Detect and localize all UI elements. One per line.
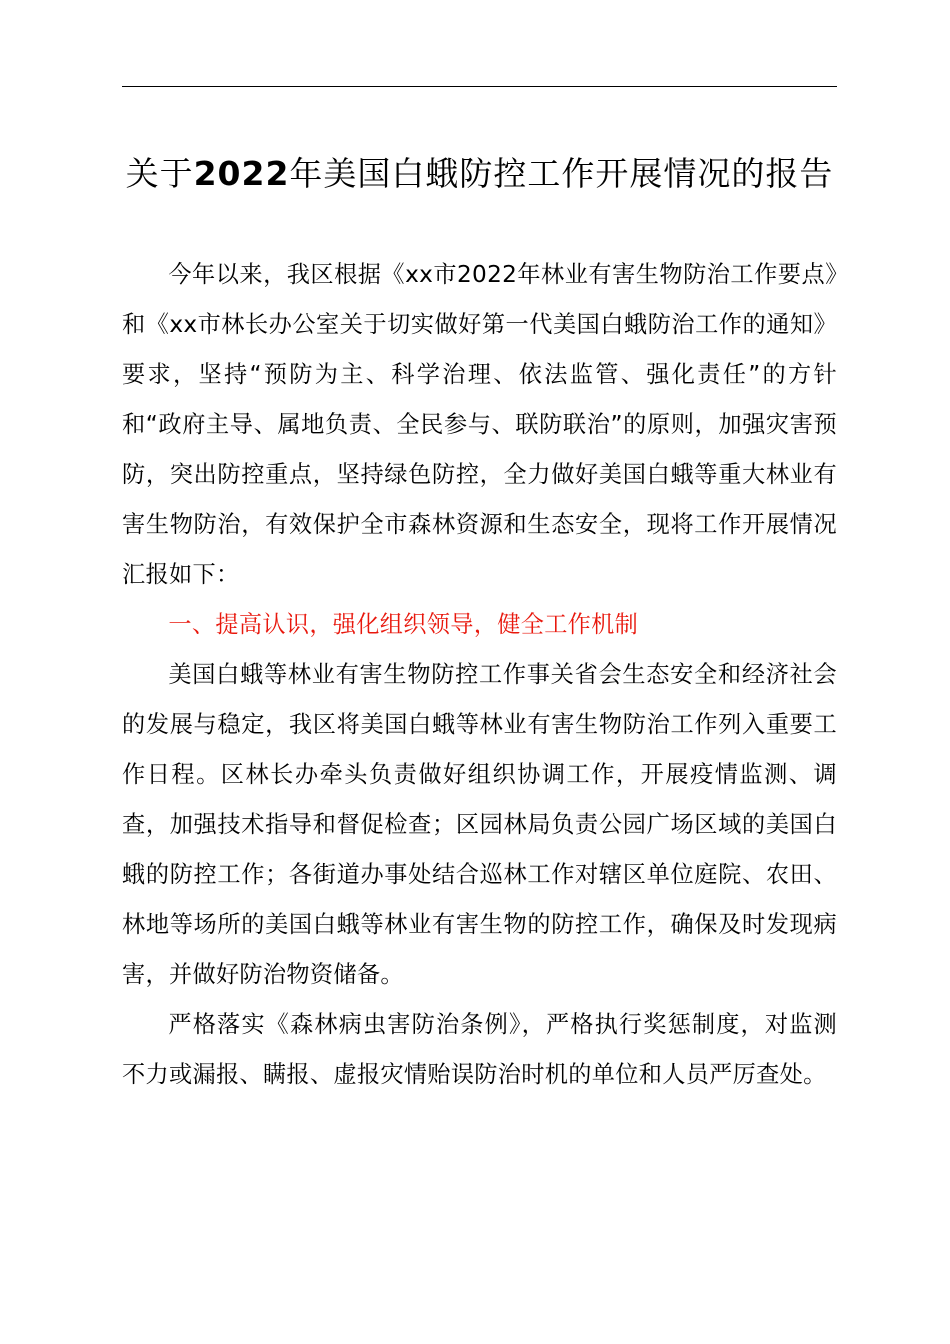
intro-paragraph: 今年以来，我区根据《xx市2022年林业有害生物防治工作要点》和《xx市林长办公室关于切实做好第一代美国白蛾防治工作的通知》要求，坚持“预防为主、科学治理、依法监管、强化责任”的方针和“政府主导、属地负责、全民参与、联防联治”的原则，加强灾害预防，突出防控重点，坚持绿色防控，全力做好美国白蛾等重大林业有害生物防治，有效保护全市森林资源和生态安全，现将工作开展情况汇报如下： [122,261,837,588]
document-body [122,250,837,1100]
title-suffix: 年美国白蛾防控工作开展情况的报告 [289,154,834,193]
header-rule [122,86,837,87]
document-title [122,148,837,200]
section-1-paragraph-1: 美国白蛾等林业有害生物防控工作事关省会生态安全和经济社会的发展与稳定，我区将美国白蛾等林业有害生物防治工作列入重要工作日程。区林长办牵头负责做好组织协调工作，开展疫情监测、调查，加强技术指导和督促检查；区园林局负责公园广场区域的美国白蛾的防控工作；各街道办事处结合巡林工作对辖区单位庭院、农田、林地等场所的美国白蛾等林业有害生物的防控工作，确保及时发现病害，并做好防治物资储备。 [122,661,837,988]
section-1-paragraph-2: 严格落实《森林病虫害防治条例》，严格执行奖惩制度，对监测不力或漏报、瞒报、虚报灾情贻误防治时机的单位和人员严厉查处。 [122,1011,837,1088]
section-heading-1: 一、提高认识，强化组织领导，健全工作机制 [168,611,639,638]
title-prefix: 关于 [125,154,194,193]
title-year: 2022 [193,154,290,193]
